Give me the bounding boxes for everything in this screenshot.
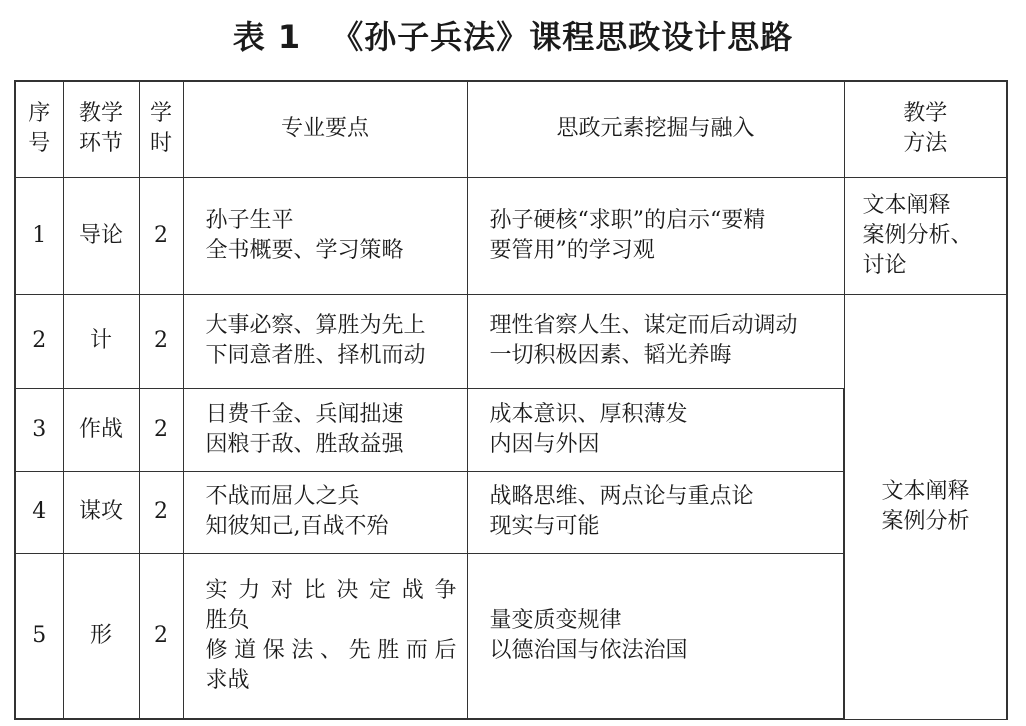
row-points: 实力对比决定战争 胜负 修道保法、先胜而后 求战	[183, 553, 467, 719]
merged-method-cell: 文本阐释 案例分析	[844, 294, 1007, 719]
header-method: 教学 方法	[844, 81, 1007, 177]
row-index: 5	[15, 553, 63, 719]
row-ideology: 孙子硬核“求职”的启示“要精 要管用”的学习观	[467, 177, 844, 294]
header-ideology: 思政元素挖掘与融入	[467, 81, 844, 177]
row-index: 4	[15, 471, 63, 553]
row-index: 1	[15, 177, 63, 294]
table-title: 《孙子兵法》课程思政设计思路	[331, 18, 794, 56]
row-section: 计	[63, 294, 139, 388]
row-hours: 2	[139, 294, 183, 388]
row-ideology: 理性省察人生、谋定而后动调动 一切积极因素、韬光养晦	[467, 294, 844, 388]
row-hours: 2	[139, 471, 183, 553]
row-section: 导论	[63, 177, 139, 294]
row-section: 形	[63, 553, 139, 719]
row-points: 日费千金、兵闻拙速 因粮于敌、胜敌益强	[183, 388, 467, 471]
header-index: 序 号	[15, 81, 63, 177]
row-index: 2	[15, 294, 63, 388]
row-hours: 2	[139, 553, 183, 719]
table-number: 表 1	[232, 18, 302, 56]
table-caption	[0, 14, 1026, 60]
row-hours: 2	[139, 177, 183, 294]
row-section: 谋攻	[63, 471, 139, 553]
row-index: 3	[15, 388, 63, 471]
table-row	[15, 294, 1007, 388]
row-section: 作战	[63, 388, 139, 471]
row-points: 大事必察、算胜为先上 下同意者胜、择机而动	[183, 294, 467, 388]
row-method: 文本阐释 案例分析、 讨论	[844, 177, 1007, 294]
course-design-table	[14, 80, 1008, 720]
row-ideology: 成本意识、厚积薄发 内因与外因	[467, 388, 844, 471]
header-section: 教学 环节	[63, 81, 139, 177]
row-points: 孙子生平 全书概要、学习策略	[183, 177, 467, 294]
header-row	[15, 81, 1007, 177]
header-hours: 学 时	[139, 81, 183, 177]
row-ideology: 量变质变规律 以德治国与依法治国	[467, 553, 844, 719]
row-points: 不战而屈人之兵 知彼知己,百战不殆	[183, 471, 467, 553]
row-ideology: 战略思维、两点论与重点论 现实与可能	[467, 471, 844, 553]
header-points: 专业要点	[183, 81, 467, 177]
row-hours: 2	[139, 388, 183, 471]
table-row	[15, 177, 1007, 294]
